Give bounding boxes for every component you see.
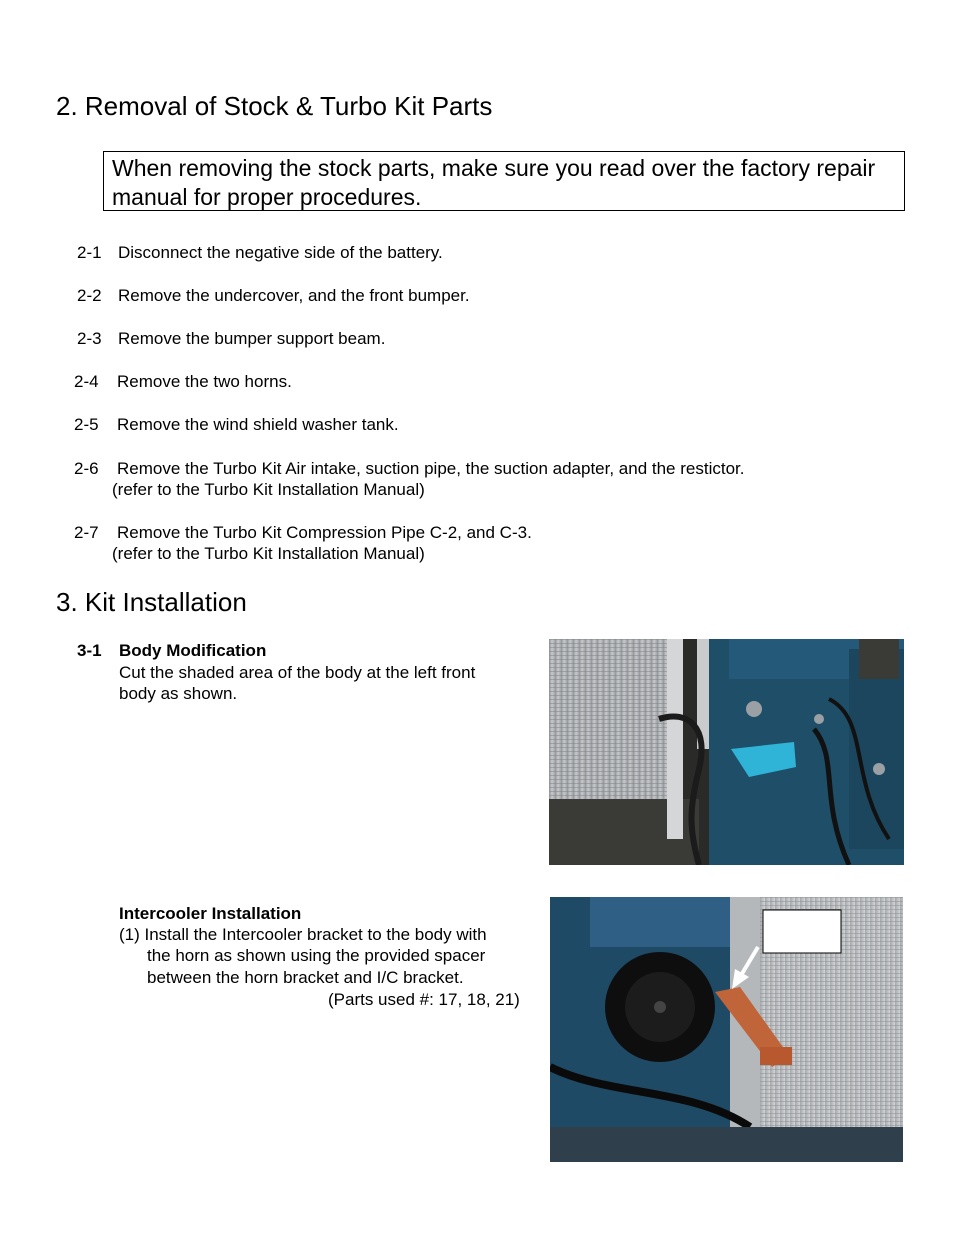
parts-used: (Parts used #: 17, 18, 21) [328,990,520,1009]
step-number: 2-7 [74,523,99,542]
step-2-2 [77,285,470,306]
step-text: Remove the bumper support beam. [118,329,386,348]
step-2-1 [77,242,443,263]
step-text: Disconnect the negative side of the battery. [118,243,443,262]
intercooler-bracket-photo [550,897,903,1162]
step-number: 2-5 [74,415,99,434]
section-3-title: 3. Kit Installation [56,587,247,617]
step-2-6-note: (refer to the Turbo Kit Installation Manual) [112,480,425,499]
step-text: Remove the undercover, and the front bumper. [118,286,470,305]
body-modification-heading: Body Modification [119,641,267,660]
step-text: Remove the wind shield washer tank. [117,415,399,434]
step-text: Remove the two horns. [117,372,292,391]
section-2-title: 2. Removal of Stock & Turbo Kit Parts [56,91,493,121]
body-modification-line-1: Cut the shaded area of the body at the left front [119,663,476,682]
step-text: Remove the Turbo Kit Compression Pipe C-2, and C-3. [117,523,532,542]
step-text: Remove the Turbo Kit Air intake, suction pipe, the suction adapter, and the restictor. [117,459,745,478]
step-2-6 [74,458,744,479]
step-2-3 [77,328,385,349]
step-3-1-number: 3-1 [77,641,102,660]
body-modification-photo [549,639,904,865]
step-2-7 [74,522,532,543]
step-2-5 [74,414,399,435]
intercooler-line-3: between the horn bracket and I/C bracket. [147,968,464,987]
step-number: 2-4 [74,372,99,391]
intercooler-heading: Intercooler Installation [119,904,302,923]
step-number: 2-6 [74,459,99,478]
step-2-7-note: (refer to the Turbo Kit Installation Manual) [112,544,425,563]
body-modification-line-2: body as shown. [119,684,238,703]
notice-box: When removing the stock parts, make sure you read over the factory repair manual for proper procedures. [103,151,905,211]
step-number: 2-2 [77,286,102,305]
intercooler-line-1: (1) Install the Intercooler bracket to the body with [119,925,487,944]
intercooler-line-2: the horn as shown using the provided spacer [147,946,486,965]
step-number: 2-3 [77,329,102,348]
step-2-4 [74,371,292,392]
step-number: 2-1 [77,243,102,262]
